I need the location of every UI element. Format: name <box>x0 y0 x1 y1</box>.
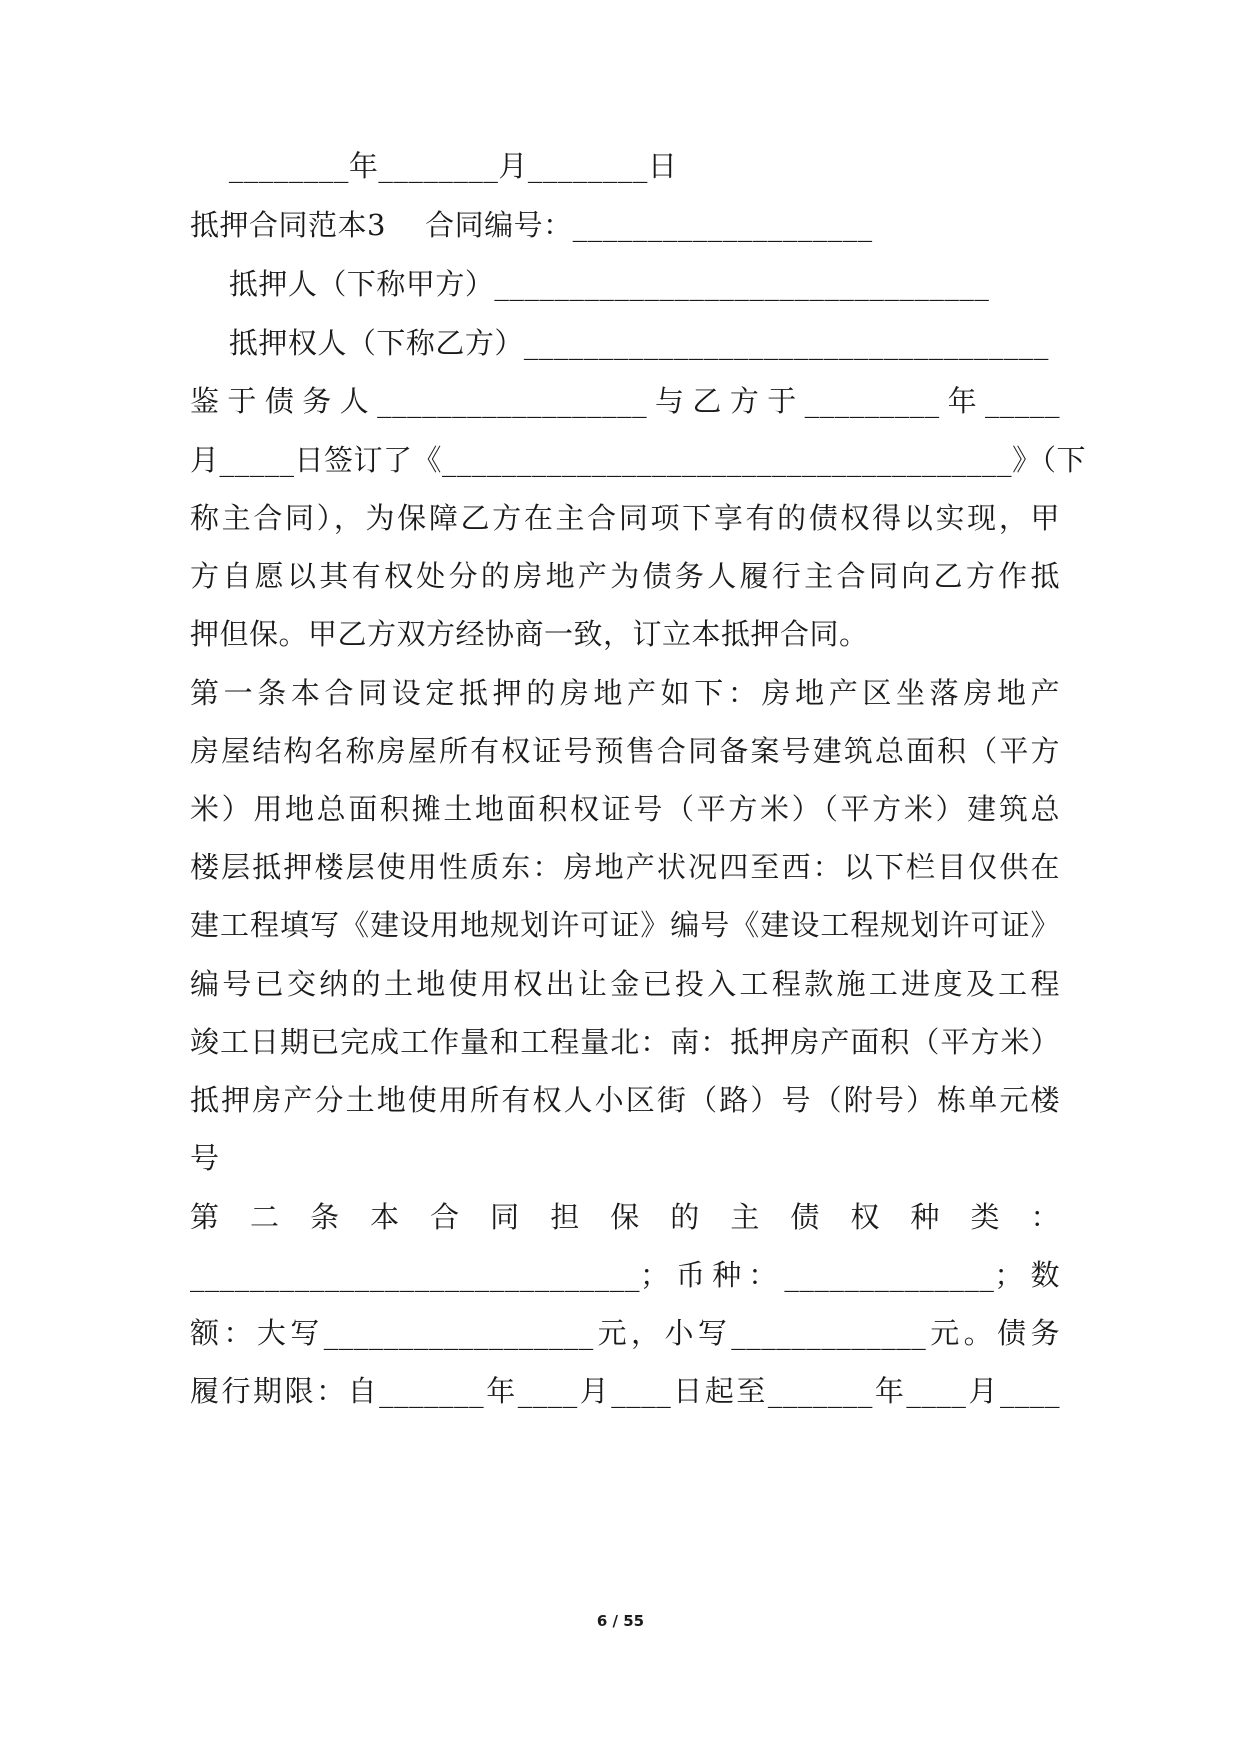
article-1-line-3: 米）用地总面积摊土地面积权证号（平方米）（平方米）建筑总 <box>190 792 1060 826</box>
article-2-line-3: 额：大写__________________元，小写_____________元。债务 <box>190 1316 1060 1350</box>
article-2-line-1: 第 二 条 本 合 同 担 保 的 主 债 权 种 类 ： <box>190 1200 1060 1234</box>
mortgagor-line: 抵押人（下称甲方）_________________________________ <box>190 267 990 301</box>
article-2-line-4: 履行期限：自_______年____月____日起至_______年____月____ <box>190 1374 1060 1408</box>
mortgagee-line: 抵押权人（下称乙方）___________________________________ <box>190 326 1049 360</box>
article-1-line-8: 抵押房产分土地使用所有权人小区街（路）号（附号）栋单元楼 <box>190 1083 1060 1117</box>
preamble-line-1: 鉴于债务人__________________与乙方于_________年_____ <box>190 384 1060 418</box>
article-1-line-9: 号 <box>190 1141 220 1175</box>
article-1-line-4: 楼层抵押楼层使用性质东：房地产状况四至西：以下栏目仅供在 <box>190 850 1060 884</box>
preamble-line-4: 方自愿以其有权处分的房地产为债务人履行主合同向乙方作抵 <box>190 559 1060 593</box>
preamble-line-2: 月_____日签订了《______________________________________》（下 <box>190 443 1087 477</box>
article-2-line-2: ______________________________；币种：______________；数 <box>190 1258 1060 1292</box>
article-1-line-7: 竣工日期已完成工作量和工程量北：南：抵押房产面积（平方米） <box>190 1025 1060 1059</box>
article-1-line-1: 第一条本合同设定抵押的房地产如下：房地产区坐落房地产 <box>190 676 1060 710</box>
preamble-line-5: 押但保。甲乙方双方经协商一致，订立本抵押合同。 <box>190 617 869 651</box>
page-number: 6 / 55 <box>596 1612 645 1630</box>
preamble-line-3: 称主合同），为保障乙方在主合同项下享有的债权得以实现，甲 <box>190 501 1060 535</box>
article-1-line-2: 房屋结构名称房屋所有权证号预售合同备案号建筑总面积（平方 <box>190 734 1060 768</box>
article-1-line-5: 建工程填写《建设用地规划许可证》编号《建设工程规划许可证》 <box>190 908 1060 942</box>
date-line: ________年________月________日 <box>190 149 678 183</box>
article-1-line-6: 编号已交纳的土地使用权出让金已投入工程款施工进度及工程 <box>190 967 1060 1001</box>
contract-heading-line: 抵押合同范本3 合同编号：____________________ <box>190 208 873 242</box>
